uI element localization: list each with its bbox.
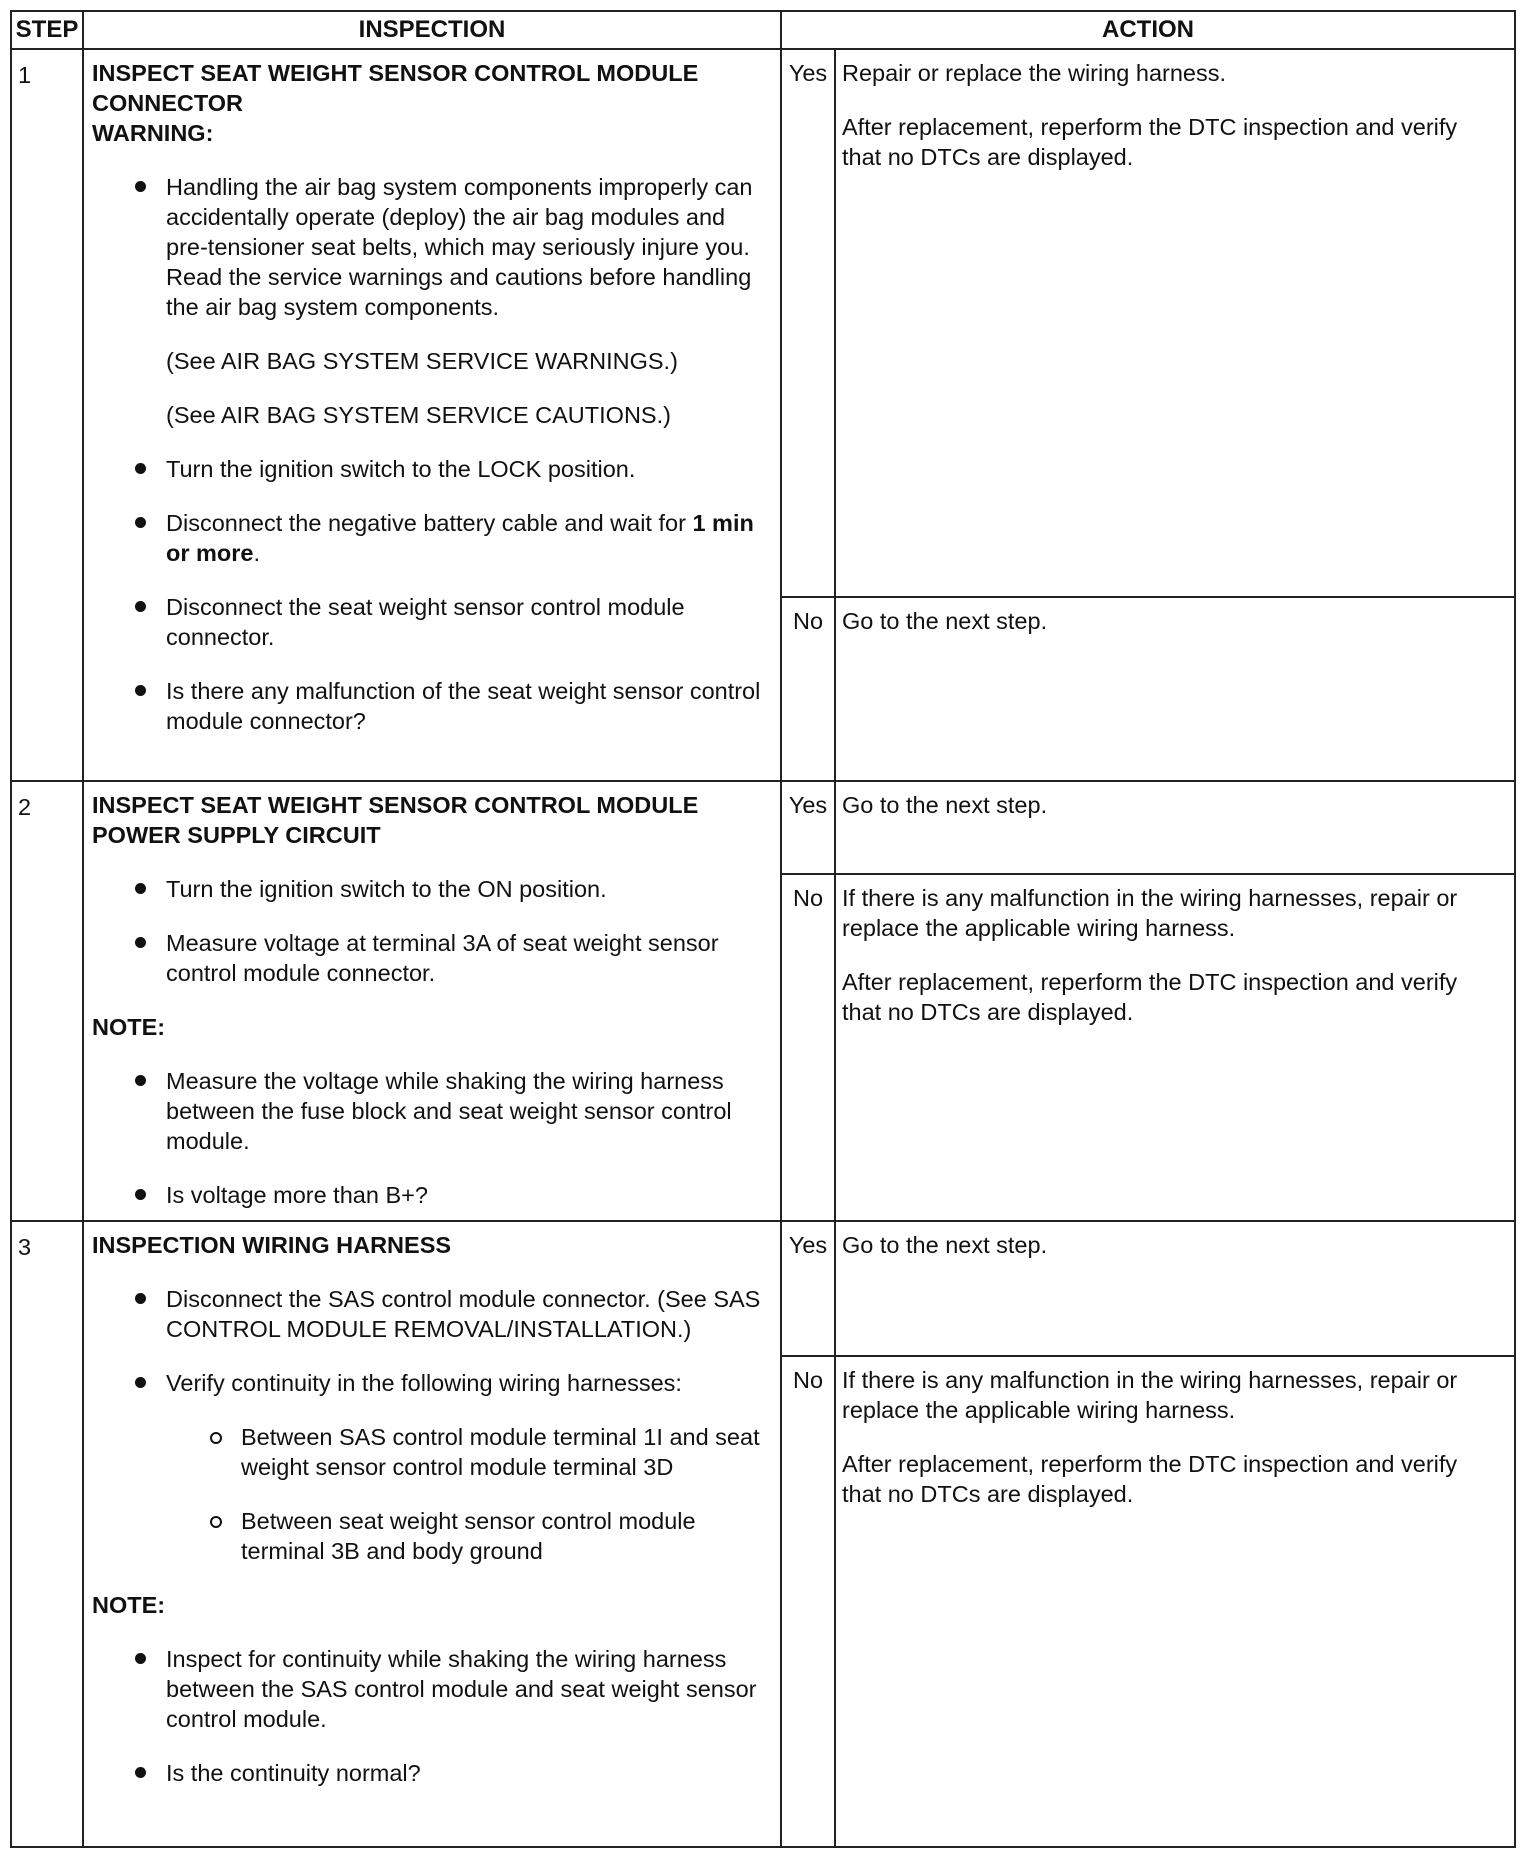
action-text: If there is any malfunction in the wiring harnesses, repair or replace the applicable wiring harness. bbox=[842, 1367, 1458, 1423]
step-3-question: Is the continuity normal? bbox=[92, 1758, 770, 1788]
step-2-bullet: Turn the ignition switch to the ON position. bbox=[92, 874, 770, 904]
action-text: If there is any malfunction in the wiring harnesses, repair or replace the applicable wiring harness. bbox=[842, 885, 1458, 941]
step-3-title: INSPECTION WIRING HARNESS bbox=[92, 1232, 452, 1258]
step-2-no-action bbox=[835, 874, 1515, 1221]
step-3-bullet: Inspect for continuity while shaking the wiring harness between the SAS control module and seat weight sensor control module. bbox=[92, 1644, 770, 1734]
step-2-inspection bbox=[83, 781, 781, 1221]
step-2-yes-label: Yes bbox=[781, 781, 835, 874]
header-step: STEP bbox=[11, 11, 83, 49]
step-1-title bbox=[92, 58, 770, 118]
step-3-bullet: Verify continuity in the following wiring harnesses: bbox=[92, 1368, 770, 1398]
step-1-bullet bbox=[92, 508, 770, 568]
bullet-text-bold: 1 min or more bbox=[166, 510, 754, 566]
step-1-bullet: Disconnect the seat weight sensor control module connector. bbox=[92, 592, 770, 652]
step-3-yes-label: Yes bbox=[781, 1221, 835, 1356]
step-1-bullet: Handling the air bag system components improperly can accidentally operate (deploy) the air bag modules and pre-tensioner seat belts, which may seriously injure you. Read the service warnings and cautions before handling the air bag system components. bbox=[92, 172, 770, 322]
service-warnings-reference: (See AIR BAG SYSTEM SERVICE WARNINGS.) bbox=[166, 348, 678, 374]
action-text: Go to the next step. bbox=[842, 608, 1048, 634]
step-2-row-yes bbox=[11, 781, 1515, 874]
step-2-bullet: Measure the voltage while shaking the wiring harness between the fuse block and seat weight sensor control module. bbox=[92, 1066, 770, 1156]
note-label: NOTE: bbox=[92, 1014, 166, 1040]
step-2-title-line1: INSPECT SEAT WEIGHT SENSOR CONTROL MODULE bbox=[92, 792, 699, 818]
table-header-row bbox=[11, 11, 1515, 49]
step-2-no-label: No bbox=[781, 874, 835, 1221]
action-text: Go to the next step. bbox=[842, 792, 1048, 818]
step-2-yes-action bbox=[835, 781, 1515, 874]
step-2-question: Is voltage more than B+? bbox=[92, 1180, 770, 1210]
step-2-title bbox=[92, 790, 770, 850]
step-1-no-action bbox=[835, 597, 1515, 781]
bullet-text: Disconnect the negative battery cable and wait for bbox=[166, 510, 693, 536]
action-text: After replacement, reperform the DTC inspection and verify that no DTCs are displayed. bbox=[842, 969, 1458, 1025]
step-1-yes-action bbox=[835, 49, 1515, 597]
action-text: Repair or replace the wiring harness. bbox=[842, 60, 1227, 86]
step-2-bullet: Measure voltage at terminal 3A of seat weight sensor control module connector. bbox=[92, 928, 770, 988]
step-3-inspection bbox=[83, 1221, 781, 1847]
note-label: NOTE: bbox=[92, 1592, 166, 1618]
bullet-text: . bbox=[253, 540, 261, 566]
action-text: After replacement, reperform the DTC inspection and verify that no DTCs are displayed. bbox=[842, 1451, 1458, 1507]
action-text: After replacement, reperform the DTC inspection and verify that no DTCs are displayed. bbox=[842, 114, 1458, 170]
step-3-no-label: No bbox=[781, 1356, 835, 1847]
service-cautions-reference: (See AIR BAG SYSTEM SERVICE CAUTIONS.) bbox=[166, 402, 671, 428]
action-text: Go to the next step. bbox=[842, 1232, 1048, 1258]
step-3-no-action bbox=[835, 1356, 1515, 1847]
step-1-number: 1 bbox=[11, 49, 83, 781]
step-1-title-line2: CONNECTOR bbox=[92, 90, 244, 116]
inspection-procedure-table bbox=[10, 10, 1516, 1848]
step-2-title-line2: POWER SUPPLY CIRCUIT bbox=[92, 822, 381, 848]
step-1-inspection bbox=[83, 49, 781, 781]
step-1-no-label: No bbox=[781, 597, 835, 781]
step-1-question: Is there any malfunction of the seat weight sensor control module connector? bbox=[92, 676, 770, 736]
step-3-sub-bullet: Between SAS control module terminal 1I and seat weight sensor control module terminal 3D bbox=[92, 1422, 770, 1482]
step-1-bullet: Turn the ignition switch to the LOCK position. bbox=[92, 454, 770, 484]
step-1-row-yes bbox=[11, 49, 1515, 597]
step-3-sub-bullet: Between seat weight sensor control module terminal 3B and body ground bbox=[92, 1506, 770, 1566]
step-1-title-line1: INSPECT SEAT WEIGHT SENSOR CONTROL MODULE bbox=[92, 60, 699, 86]
step-3-row-yes bbox=[11, 1221, 1515, 1356]
step-2-number: 2 bbox=[11, 781, 83, 1221]
step-3-bullet: Disconnect the SAS control module connector. (See SAS CONTROL MODULE REMOVAL/INSTALLATION.) bbox=[92, 1284, 770, 1344]
step-3-yes-action bbox=[835, 1221, 1515, 1356]
step-1-yes-label: Yes bbox=[781, 49, 835, 597]
warning-label: WARNING: bbox=[92, 120, 214, 146]
step-3-number: 3 bbox=[11, 1221, 83, 1847]
header-action: ACTION bbox=[781, 11, 1515, 49]
header-inspection: INSPECTION bbox=[83, 11, 781, 49]
